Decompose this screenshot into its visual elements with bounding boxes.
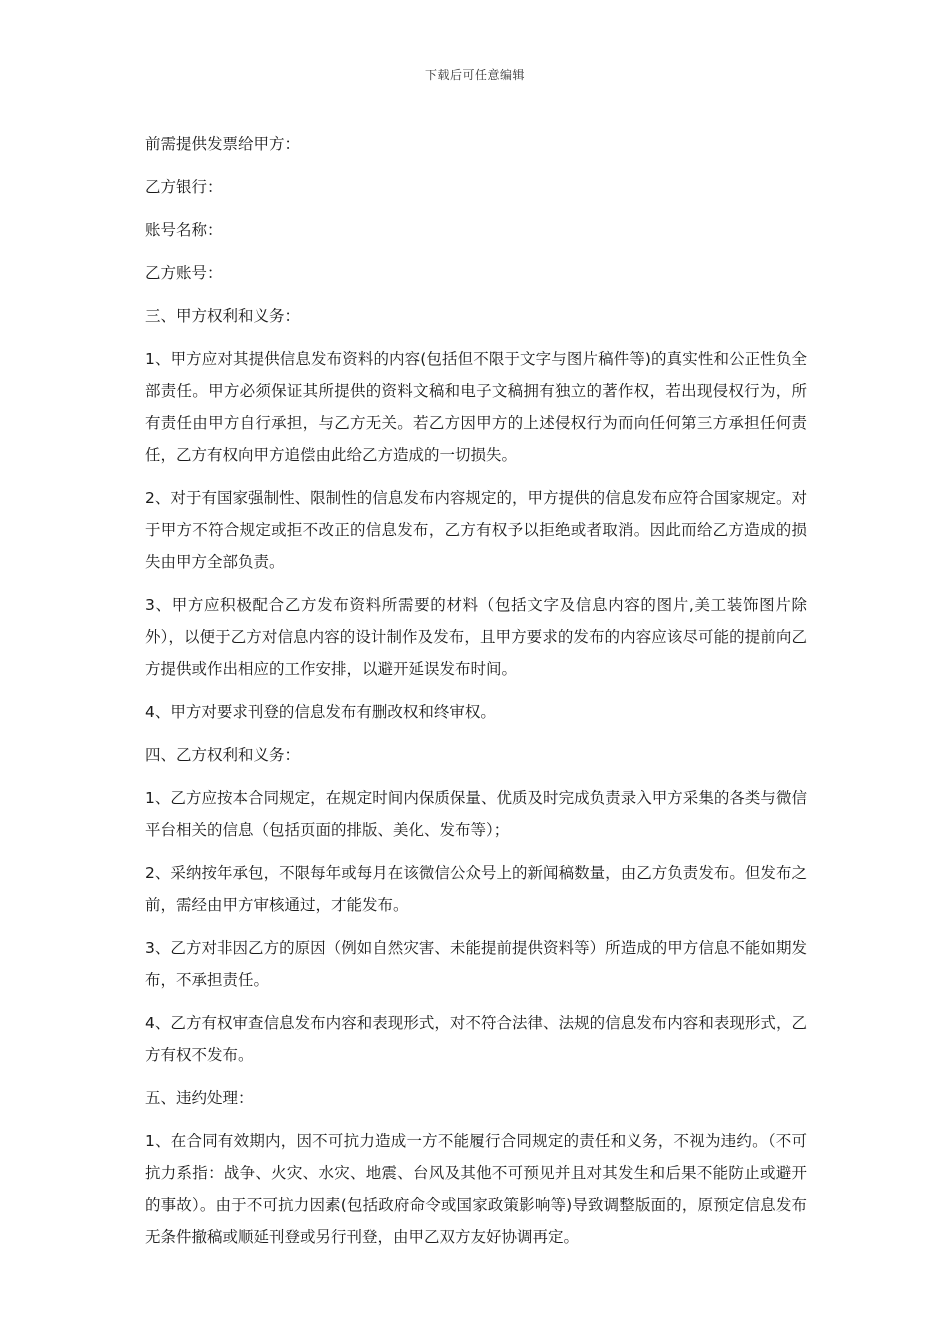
clause-a-2: 2、对于有国家强制性、限制性的信息发布内容规定的，甲方提供的信息发布应符合国家规定。对于甲方不符合规定或拒不改正的信息发布，乙方有权予以拒绝或者取消。因此而给乙方造成的损失由甲方全部负责。 [145,489,807,571]
clause-b-1: 1、乙方应按本合同规定，在规定时间内保质保量、优质及时完成负责录入甲方采集的各类与微信平台相关的信息（包括页面的排版、美化、发布等）； [145,789,807,839]
paragraph-invoice-note: 前需提供发票给甲方： [145,135,301,153]
paragraph-party-b-account: 乙方账号： [145,264,223,282]
document-body [145,128,807,1264]
page-header: 下载后可任意编辑 [424,68,525,82]
paragraph-account-name: 账号名称： [145,221,223,239]
clause-a-3: 3、甲方应积极配合乙方发布资料所需要的材料（包括文字及信息内容的图片,美工装饰图片除外），以便于乙方对信息内容的设计制作及发布，且甲方要求的发布的内容应该尽可能的提前向乙方提供或作出相应的工作安排，以避开延误发布时间。 [145,596,807,678]
section-heading-party-a-rights: 三、甲方权利和义务： [145,307,301,325]
clause-b-3: 3、乙方对非因乙方的原因（例如自然灾害、未能提前提供资料等）所造成的甲方信息不能如期发布，不承担责任。 [145,939,807,989]
clause-a-4: 4、甲方对要求刊登的信息发布有删改权和终审权。 [145,703,496,721]
clause-b-4: 4、乙方有权审查信息发布内容和表现形式，对不符合法律、法规的信息发布内容和表现形式，乙方有权不发布。 [145,1014,807,1064]
clause-b-2: 2、采纳按年承包，不限每年或每月在该微信公众号上的新闻稿数量，由乙方负责发布。但发布之前，需经由甲方审核通过，才能发布。 [145,864,807,914]
clause-a-1: 1、甲方应对其提供信息发布资料的内容(包括但不限于文字与图片稿件等)的真实性和公正性负全部责任。甲方必须保证其所提供的资料文稿和电子文稿拥有独立的著作权，若出现侵权行为，所有责任由甲方自行承担，与乙方无关。若乙方因甲方的上述侵权行为而向任何第三方承担任何责任，乙方有权向甲方追偿由此给乙方造成的一切损失。 [145,350,807,464]
paragraph-party-b-bank: 乙方银行： [145,178,223,196]
section-heading-breach: 五、违约处理： [145,1089,254,1107]
clause-breach-1: 1、在合同有效期内，因不可抗力造成一方不能履行合同规定的责任和义务，不视为违约。（不可抗力系指：战争、火灾、水灾、地震、台风及其他不可预见并且对其发生和后果不能防止或避开的事故）。由于不可抗力因素(包括政府命令或国家政策影响等)导致调整版面的，原预定信息发布无条件撤稿或顺延刊登或另行刊登，由甲乙双方友好协调再定。 [145,1132,807,1246]
section-heading-party-b-rights: 四、乙方权利和义务： [145,746,301,764]
